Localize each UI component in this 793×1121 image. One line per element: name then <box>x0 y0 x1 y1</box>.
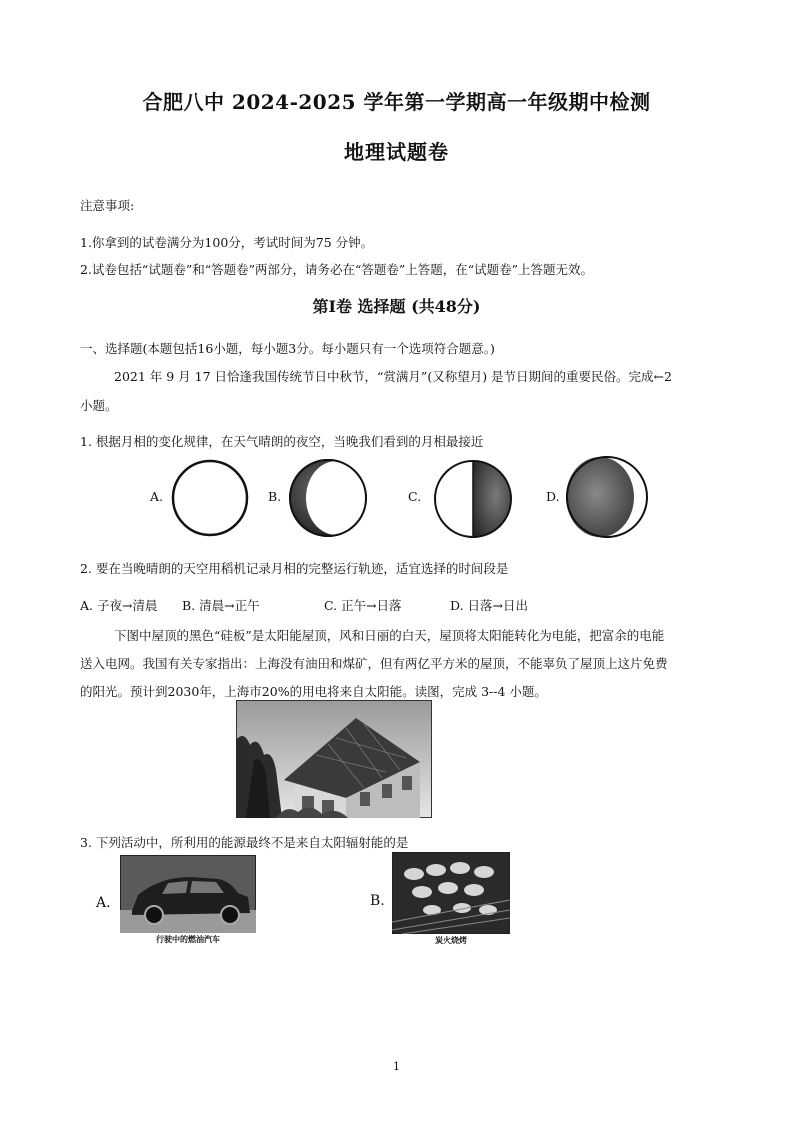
question-2-stem: 2. 要在当晚晴朗的天空用稻机记录月相的完整运行轨迹，适宜选择的时间段是 <box>80 561 509 576</box>
page-number: 1 <box>393 1060 400 1073</box>
moon-waxing-gibbous-icon <box>564 454 650 540</box>
intro2-line2: 送入电网。我国有关专家指出：上海没有油田和煤矿，但有两亿平方米的屋顶，不能辜负了屋顶上这片免费 <box>80 656 668 671</box>
q1-option-b-label: B. <box>268 489 282 504</box>
q2-option-b: B. 清晨→正午 <box>182 598 260 613</box>
q2-option-c: C. 正午→日落 <box>324 598 402 613</box>
moon-half-icon <box>431 458 515 540</box>
moon-waning-crescent-icon <box>287 457 369 539</box>
section-title: 第Ⅰ卷 选择题 (共48分) <box>312 297 481 316</box>
q3-option-a-caption: 行驶中的燃油汽车 <box>156 934 220 944</box>
intro2-line3: 的阳光。预计到2030年，上海市20%的用电将来自太阳能。读图，完成 3--4 小题。 <box>80 684 547 699</box>
question-3-stem: 3. 下列活动中，所利用的能源最终不是来自太阳辐射能的是 <box>80 835 409 850</box>
q1-option-d-label: D. <box>546 489 560 504</box>
q1-option-a-label: A. <box>150 489 164 504</box>
intro1-line2: 小题。 <box>80 398 118 413</box>
exam-subtitle: 地理试题卷 <box>344 140 449 164</box>
q3-option-b-caption: 炭火烧烤 <box>435 935 467 945</box>
q3-option-b-label: B. <box>370 893 385 909</box>
moon-full-icon <box>170 458 252 540</box>
q3-option-a-label: A. <box>96 895 111 911</box>
charcoal-barbecue-photo <box>392 852 510 934</box>
intro1-line1: 2021 年 9 月 17 日恰逢我国传统节日中秋节，“赏满月”(又称望月) 是节日期间的重要民俗。完成←2 <box>114 369 672 384</box>
q2-option-d: D. 日落→日出 <box>450 598 528 613</box>
question-1-stem: 1. 根据月相的变化规律，在天气晴朗的夜空，当晚我们看到的月相最接近 <box>80 434 484 449</box>
exam-title: 合肥八中 2024-2025 学年第一学期高一年级期中检测 <box>142 90 651 114</box>
notice-heading: 注意事项: <box>80 198 135 213</box>
q1-option-c-label: C. <box>408 489 422 504</box>
notice-item-2: 2.试卷包括“试题卷”和“答题卷”两部分，请务必在“答题卷”上答题，在“试题卷”上答题无效。 <box>80 262 594 277</box>
intro2-line1: 下图中屋顶的黑色“硅板”是太阳能屋顶，风和日丽的白天，屋顶将太阳能转化为电能，把富余的电能 <box>114 628 665 643</box>
q2-option-a: A. 子夜→清晨 <box>80 598 158 613</box>
fuel-car-photo <box>120 855 256 933</box>
notice-item-1: 1.你拿到的试卷满分为100分，考试时间为75 分钟。 <box>80 235 374 250</box>
section-instruction: 一、选择题(本题包括16小题，每小题3分。每小题只有一个选项符合题意。) <box>80 341 495 356</box>
solar-roof-house-photo <box>236 700 432 818</box>
